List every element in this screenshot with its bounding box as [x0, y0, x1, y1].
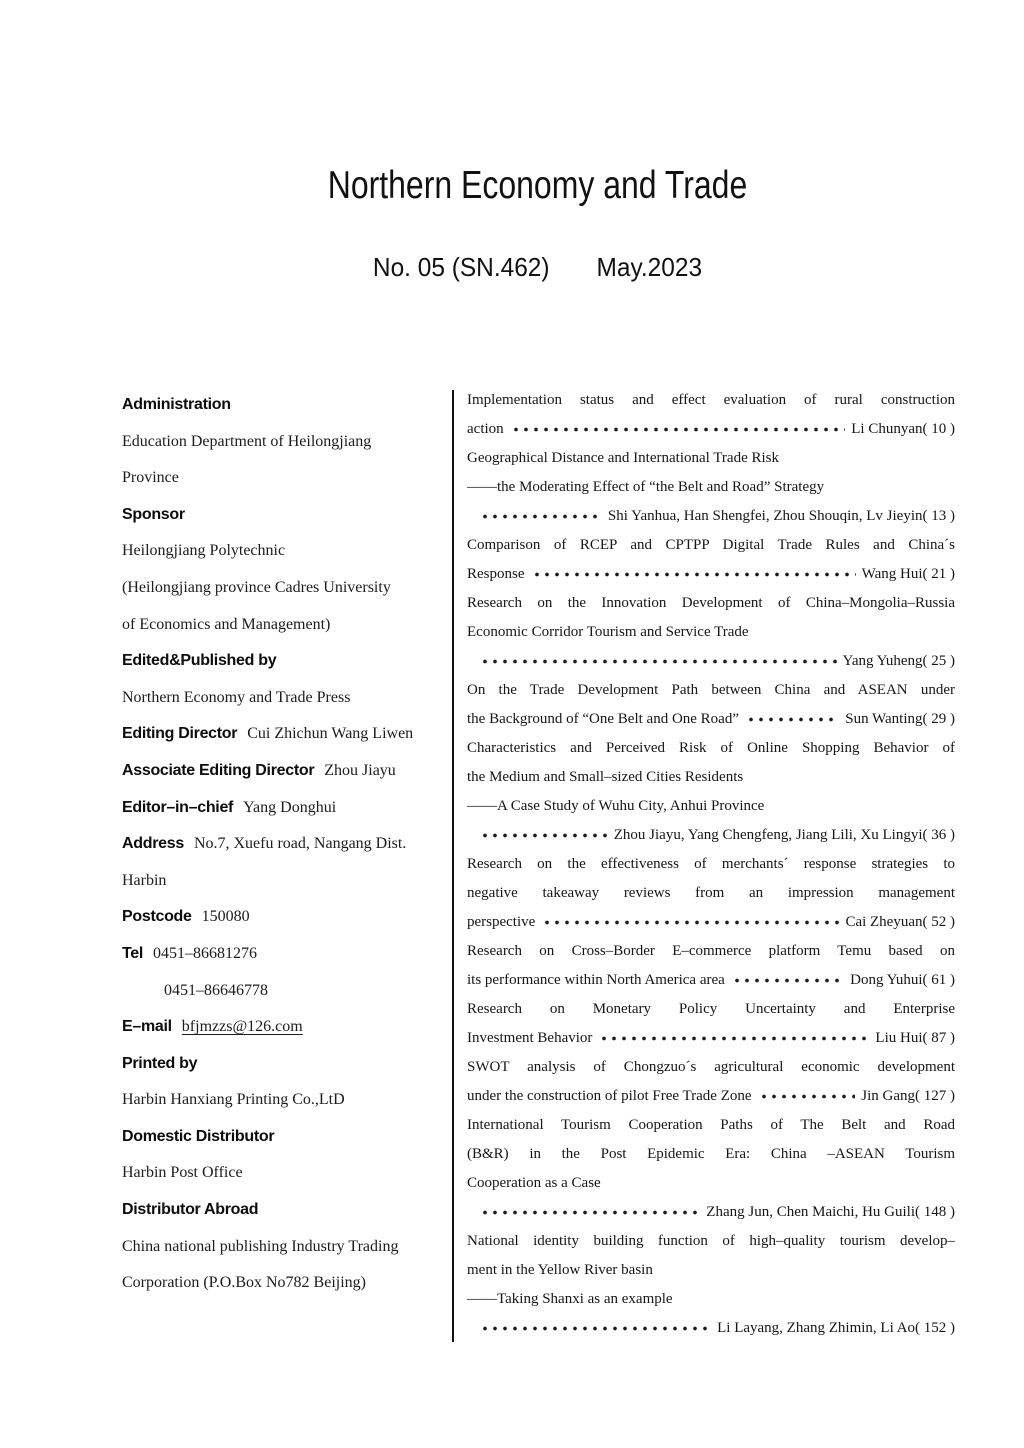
- toc-entry-text: perspective: [467, 914, 536, 930]
- masthead-line: [122, 497, 453, 534]
- masthead-line: [122, 387, 453, 424]
- leader-dots-icon: [532, 560, 856, 589]
- masthead-text: Harbin Hanxiang Printing Co.,LtD: [122, 1091, 345, 1109]
- toc-author-page: Wang Hui( 21 ): [861, 566, 955, 582]
- toc-line: [467, 908, 955, 937]
- masthead-label: Editing Director: [122, 725, 238, 743]
- masthead-line: [122, 973, 453, 1010]
- toc-author-page: Liu Hui( 87 ): [875, 1030, 955, 1046]
- masthead-text: Harbin Post Office: [122, 1164, 243, 1182]
- toc-line: ——A Case Study of Wuhu City, Anhui Province: [467, 798, 765, 814]
- toc-entry-text: its performance within North America area: [467, 972, 725, 988]
- leader-dots-icon: [480, 502, 602, 531]
- masthead-text: No.7, Xuefu road, Nangang Dist.: [193, 835, 407, 853]
- toc-line: [467, 647, 955, 676]
- leader-dots-icon: [480, 647, 837, 676]
- issue-line: [145, 250, 930, 284]
- toc-line: negative takeaway reviews from an impression management: [467, 885, 955, 901]
- masthead-text: Province: [122, 469, 179, 487]
- toc-entry-text: the Background of “One Belt and One Road”: [467, 711, 739, 727]
- masthead-text: Zhou Jiayu: [324, 761, 396, 779]
- masthead-text: Education Department of Heilongjiang: [122, 432, 372, 450]
- leader-dots-icon: [759, 1082, 856, 1111]
- masthead-line: [122, 716, 453, 753]
- masthead-label: Edited&Published by: [122, 652, 277, 670]
- masthead: [122, 387, 453, 1302]
- toc-line: Research on the effectiveness of merchants´ response strategies to: [467, 856, 955, 872]
- toc-author-page: Zhang Jun, Chen Maichi, Hu Guili( 148 ): [706, 1204, 955, 1220]
- masthead-text: 0451–86681276: [153, 944, 258, 962]
- toc: [467, 386, 955, 1343]
- toc-author-page: Jin Gang( 127 ): [861, 1088, 955, 1104]
- masthead-line: [122, 826, 453, 863]
- masthead-label: Associate Editing Director: [122, 761, 315, 779]
- toc-author-page: Li Layang, Zhang Zhimin, Li Ao( 152 ): [717, 1320, 955, 1336]
- toc-line: (B&R) in the Post Epidemic Era: China –ASEAN Tourism: [467, 1146, 955, 1162]
- toc-line: [467, 1024, 955, 1053]
- masthead-line: [122, 533, 453, 570]
- masthead-line: [122, 1155, 453, 1192]
- masthead-text: China national publishing Industry Trading: [122, 1237, 399, 1255]
- masthead-line: [122, 1229, 453, 1266]
- masthead-line: [122, 1046, 453, 1083]
- toc-line: the Medium and Small–sized Cities Residents: [467, 769, 744, 785]
- toc-line: SWOT analysis of Chongzuo´s agricultural economic development: [467, 1059, 955, 1075]
- toc-entry-text: Response: [467, 566, 525, 582]
- toc-line: Research on Monetary Policy Uncertainty and Enterprise: [467, 1001, 955, 1017]
- toc-line: [467, 1082, 955, 1111]
- masthead-line: [122, 680, 453, 717]
- masthead-label: Domestic Distributor: [122, 1127, 275, 1145]
- masthead-label: Editor–in–chief: [122, 798, 234, 816]
- toc-line: Characteristics and Perceived Risk of Online Shopping Behavior of: [467, 740, 955, 756]
- toc-line: [467, 502, 955, 531]
- masthead-label: E–mail: [122, 1018, 172, 1036]
- toc-author-page: Sun Wanting( 29 ): [845, 711, 955, 727]
- issue-number: No. 05 (SN.462): [372, 252, 550, 282]
- toc-line: ment in the Yellow River basin: [467, 1262, 653, 1278]
- masthead-label: Administration: [122, 396, 231, 413]
- masthead-text: (Heilongjiang province Cadres University: [122, 578, 391, 596]
- masthead-line: [122, 1009, 453, 1046]
- masthead-line: [122, 753, 453, 790]
- masthead-line: [122, 424, 453, 461]
- toc-author-page: Dong Yuhui( 61 ): [850, 972, 955, 988]
- masthead-line: [122, 1119, 453, 1156]
- masthead-text: Harbin: [122, 871, 167, 889]
- masthead-text: Northern Economy and Trade Press: [122, 688, 351, 706]
- masthead-label: Distributor Abroad: [122, 1201, 259, 1219]
- toc-line: Economic Corridor Tourism and Service Trade: [467, 624, 749, 640]
- toc-line: [467, 560, 955, 589]
- masthead-line: [122, 790, 453, 827]
- leader-dots-icon: [480, 1198, 700, 1227]
- journal-title: Northern Economy and Trade: [327, 164, 748, 207]
- toc-line: Cooperation as a Case: [467, 1175, 601, 1191]
- leader-dots-icon: [542, 908, 839, 937]
- toc-line: [467, 1198, 955, 1227]
- toc-line: [467, 1314, 955, 1343]
- toc-entry-text: under the construction of pilot Free Trade Zone: [467, 1088, 752, 1104]
- toc-line: Comparison of RCEP and CPTPP Digital Trade Rules and China´s: [467, 537, 955, 553]
- masthead-email: bfjmzzs@126.com: [181, 1018, 303, 1036]
- toc-line: [467, 705, 955, 734]
- leader-dots-icon: [746, 705, 839, 734]
- leader-dots-icon: [480, 821, 608, 850]
- toc-author-page: Yang Yuheng( 25 ): [842, 653, 955, 669]
- masthead-line: [122, 1265, 453, 1302]
- masthead-line: [122, 460, 453, 497]
- toc-line: International Tourism Cooperation Paths of The Belt and Road: [467, 1117, 955, 1133]
- toc-line: Implementation status and effect evaluation of rural construction: [467, 392, 955, 408]
- masthead-text: Heilongjiang Polytechnic: [122, 542, 286, 560]
- toc-line: National identity building function of high–quality tourism develop–: [467, 1233, 955, 1249]
- masthead-text: 0451–86646778: [164, 981, 268, 999]
- masthead-line: [122, 863, 453, 900]
- toc-author-page: Zhou Jiayu, Yang Chengfeng, Jiang Lili, Xu Lingyi( 36 ): [613, 827, 955, 843]
- masthead-text: 150080: [201, 908, 250, 926]
- toc-line: [467, 821, 955, 850]
- masthead-line: [122, 936, 453, 973]
- masthead-line: [122, 607, 453, 644]
- masthead-line: [122, 570, 453, 607]
- toc-entry-text: Investment Behavior: [467, 1030, 593, 1046]
- toc-line: [467, 415, 955, 444]
- toc-author-page: Cai Zheyuan( 52 ): [845, 914, 955, 930]
- toc-line: Research on Cross–Border E–commerce platform Temu based on: [467, 943, 955, 959]
- toc-line: Research on the Innovation Development of China–Mongolia–Russia: [467, 595, 955, 611]
- masthead-line: [122, 643, 453, 680]
- toc-line: [467, 966, 955, 995]
- toc-line: ——Taking Shanxi as an example: [467, 1291, 673, 1307]
- issue-date: May.2023: [596, 252, 703, 282]
- masthead-label: Printed by: [122, 1054, 198, 1072]
- masthead-line: [122, 899, 453, 936]
- masthead-label: Postcode: [122, 908, 192, 926]
- masthead-label: Address: [122, 835, 184, 853]
- column-divider: [452, 390, 454, 1342]
- toc-line: Geographical Distance and International Trade Risk: [467, 450, 779, 466]
- toc-entry-text: action: [467, 421, 504, 437]
- leader-dots-icon: [732, 966, 844, 995]
- masthead-text: Cui Zhichun Wang Liwen: [247, 725, 414, 743]
- masthead-text: Corporation (P.O.Box No782 Beijing): [122, 1274, 366, 1292]
- leader-dots-icon: [599, 1024, 869, 1053]
- toc-line: On the Trade Development Path between China and ASEAN under: [467, 682, 955, 698]
- masthead-line: [122, 1192, 453, 1229]
- masthead-label: Sponsor: [122, 505, 185, 523]
- toc-author-page: Shi Yanhua, Han Shengfei, Zhou Shouqin, Lv Jieyin( 13 ): [607, 508, 955, 524]
- masthead-text: Yang Donghui: [243, 798, 337, 816]
- masthead-line: [122, 1082, 453, 1119]
- masthead-text: of Economics and Management): [122, 615, 331, 633]
- leader-dots-icon: [480, 1314, 711, 1343]
- toc-line: ——the Moderating Effect of “the Belt and Road” Strategy: [467, 479, 825, 495]
- toc-author-page: Li Chunyan( 10 ): [851, 421, 955, 437]
- masthead-label: Tel: [122, 944, 144, 962]
- leader-dots-icon: [511, 415, 846, 444]
